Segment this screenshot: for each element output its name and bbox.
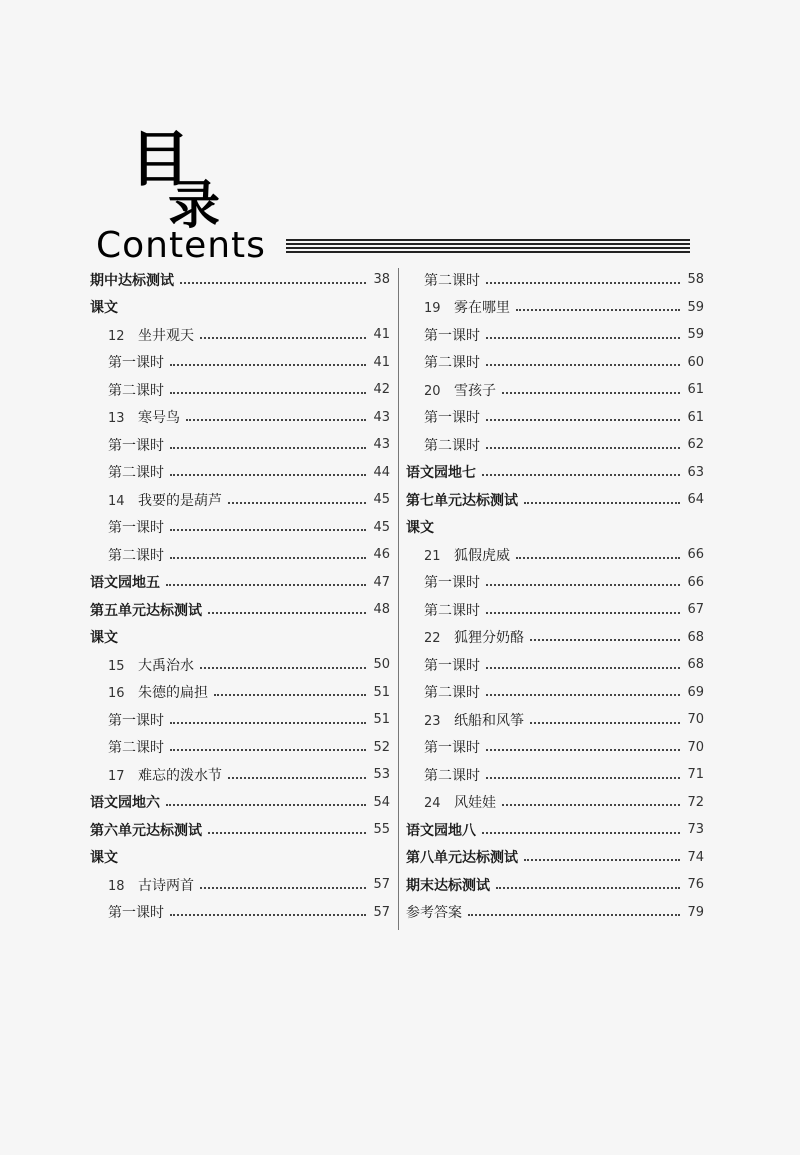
entry-title: 第八单元达标测试 (406, 850, 518, 867)
page-number: 50 (373, 657, 390, 673)
toc-entry[interactable] (406, 734, 704, 762)
toc-entry[interactable] (406, 816, 704, 844)
toc-entry[interactable] (406, 706, 704, 734)
dot-leader (170, 912, 366, 916)
dot-leader (486, 335, 680, 339)
toc-entry-label (424, 270, 480, 290)
dot-leader (486, 445, 680, 449)
page-number: 41 (373, 327, 390, 343)
toc-entry[interactable] (406, 321, 704, 349)
toc-entry[interactable] (406, 376, 704, 404)
toc-entry[interactable] (90, 844, 390, 872)
toc-entry[interactable] (90, 349, 390, 377)
toc-entry-label (108, 380, 164, 400)
page-number: 68 (687, 629, 704, 645)
toc-column-left (90, 266, 390, 926)
page-number: 71 (687, 767, 704, 783)
toc-entry-label (90, 572, 160, 592)
dot-leader (496, 885, 680, 889)
entry-title: 难忘的泼水节 (138, 767, 222, 784)
lesson-number: 20 (424, 383, 441, 399)
entry-title: 期中达标测试 (90, 272, 174, 289)
toc-entry[interactable] (406, 844, 704, 872)
lesson-number: 12 (108, 328, 125, 344)
toc-entry-label (108, 490, 222, 510)
toc-entry[interactable] (406, 651, 704, 679)
entry-title: 课文 (90, 630, 118, 647)
dot-leader (486, 417, 680, 421)
entry-title: 第二课时 (108, 382, 164, 399)
toc-entry-label (90, 792, 160, 812)
page-number: 43 (373, 409, 390, 425)
dot-leader (170, 527, 366, 531)
page-number: 73 (687, 822, 704, 838)
entry-title: 第二课时 (424, 355, 480, 372)
lesson-number: 13 (108, 411, 125, 427)
toc-entry-label (406, 902, 462, 922)
dot-leader (486, 362, 680, 366)
entry-title: 课文 (90, 850, 118, 867)
page-number: 45 (373, 492, 390, 508)
page-number: 59 (687, 327, 704, 343)
toc-entry[interactable] (406, 899, 704, 927)
toc-entry-label (406, 490, 518, 510)
title-english: Contents (96, 225, 266, 266)
toc-entry-label (424, 435, 480, 455)
toc-entry-label (406, 820, 476, 840)
dot-leader (170, 472, 366, 476)
toc-entry-label (424, 710, 524, 730)
page-number: 38 (373, 272, 390, 288)
toc-entry-label (424, 765, 480, 785)
toc-entry[interactable] (406, 294, 704, 322)
entry-title: 第一课时 (424, 410, 480, 427)
toc-entry-label (424, 572, 480, 592)
entry-title: 第二课时 (108, 740, 164, 757)
page-number: 74 (687, 849, 704, 865)
toc-entry[interactable] (90, 459, 390, 487)
page-number: 59 (687, 299, 704, 315)
toc-entry-label (406, 847, 518, 867)
toc-entry-label (424, 545, 510, 565)
dot-leader (530, 637, 680, 641)
entry-title: 第一课时 (108, 712, 164, 729)
toc-entry[interactable] (90, 569, 390, 597)
lesson-number: 15 (108, 658, 125, 674)
toc-entry-label (108, 875, 194, 895)
page-number: 42 (373, 382, 390, 398)
toc-entry-label (90, 270, 174, 290)
page-number: 43 (373, 437, 390, 453)
toc-entry-label (424, 352, 480, 372)
toc-entry[interactable] (90, 431, 390, 459)
toc-entry[interactable] (90, 651, 390, 679)
page-number: 70 (687, 712, 704, 728)
dot-leader (486, 747, 680, 751)
lesson-number: 22 (424, 631, 441, 647)
dot-leader (530, 720, 680, 724)
dot-leader (170, 555, 366, 559)
dot-leader (170, 747, 366, 751)
toc-entry-label (424, 627, 524, 647)
dot-leader (170, 445, 366, 449)
dot-leader (214, 692, 366, 696)
dot-leader (486, 610, 680, 614)
dot-leader (524, 500, 680, 504)
entry-title: 朱德的扁担 (138, 685, 208, 702)
title-rule-lines (286, 239, 690, 257)
toc-entry[interactable] (90, 376, 390, 404)
dot-leader (166, 802, 366, 806)
dot-leader (524, 857, 680, 861)
dot-leader (170, 720, 366, 724)
dot-leader (208, 830, 366, 834)
lesson-number: 21 (424, 548, 441, 564)
entry-title: 参考答案 (406, 905, 462, 922)
toc-entry-label (108, 545, 164, 565)
page-number: 72 (687, 794, 704, 810)
page-number: 60 (687, 354, 704, 370)
entry-title: 大禹治水 (138, 657, 194, 674)
toc-entry[interactable] (406, 266, 704, 294)
entry-title: 第七单元达标测试 (406, 492, 518, 509)
lesson-number: 24 (424, 796, 441, 812)
toc-entry[interactable] (406, 624, 704, 652)
toc-entry[interactable] (90, 624, 390, 652)
entry-title: 第二课时 (424, 437, 480, 454)
page-number: 46 (373, 547, 390, 563)
entry-title: 课文 (406, 520, 434, 537)
toc-entry[interactable] (90, 596, 390, 624)
dot-leader (482, 830, 680, 834)
page-number: 64 (687, 492, 704, 508)
entry-title: 语文园地五 (90, 575, 160, 592)
title-chinese-mu: 目 (130, 125, 190, 195)
page-number: 54 (373, 794, 390, 810)
entry-title: 纸船和风筝 (454, 712, 524, 729)
page-number: 70 (687, 739, 704, 755)
toc-entry-label (406, 462, 476, 482)
dot-leader (200, 665, 366, 669)
dot-leader (200, 335, 366, 339)
toc-entry[interactable] (90, 706, 390, 734)
toc-entry[interactable] (90, 321, 390, 349)
toc-entry-label (424, 792, 496, 812)
toc-entry[interactable] (90, 266, 390, 294)
toc-entry-label (108, 765, 222, 785)
entry-title: 第二课时 (424, 685, 480, 702)
entry-title: 风娃娃 (454, 795, 496, 812)
toc-entry-label (108, 902, 164, 922)
toc-entry[interactable] (90, 486, 390, 514)
dot-leader (186, 417, 366, 421)
toc-entry[interactable] (90, 514, 390, 542)
toc-entry-label (108, 737, 164, 757)
toc-entry-label (406, 517, 434, 537)
entry-title: 第五单元达标测试 (90, 602, 202, 619)
lesson-number: 23 (424, 713, 441, 729)
toc-entry[interactable] (90, 404, 390, 432)
toc-entry-label (108, 655, 194, 675)
toc-entry-label (90, 600, 202, 620)
page-number: 51 (373, 712, 390, 728)
page-number: 57 (373, 877, 390, 893)
page-number: 62 (687, 437, 704, 453)
lesson-number: 18 (108, 878, 125, 894)
page-number: 63 (687, 464, 704, 480)
lesson-number: 17 (108, 768, 125, 784)
page-number: 58 (687, 272, 704, 288)
page-number: 66 (687, 547, 704, 563)
toc-entry-label (424, 407, 480, 427)
entry-title: 寒号鸟 (138, 410, 180, 427)
dot-leader (486, 775, 680, 779)
entry-title: 第一课时 (108, 437, 164, 454)
page-number: 48 (373, 602, 390, 618)
toc-entry-label (424, 737, 480, 757)
toc-entry-label (90, 297, 118, 317)
toc-entry[interactable] (90, 789, 390, 817)
page-number: 67 (687, 602, 704, 618)
entry-title: 古诗两首 (138, 877, 194, 894)
dot-leader (228, 775, 366, 779)
entry-title: 狐狸分奶酪 (454, 630, 524, 647)
page-number: 41 (373, 354, 390, 370)
toc-entry[interactable] (406, 486, 704, 514)
toc-entry-label (424, 600, 480, 620)
toc-entry-label (424, 655, 480, 675)
toc-entry-label (90, 847, 118, 867)
dot-leader (482, 472, 680, 476)
toc-entry-label (90, 627, 118, 647)
dot-leader (502, 390, 680, 394)
toc-entry[interactable] (90, 541, 390, 569)
page-number: 79 (687, 904, 704, 920)
toc-column-right (406, 266, 704, 926)
dot-leader (486, 280, 680, 284)
toc-entry-label (108, 407, 180, 427)
page-number: 52 (373, 739, 390, 755)
dot-leader (486, 692, 680, 696)
toc-entry[interactable] (90, 816, 390, 844)
dot-leader (228, 500, 366, 504)
dot-leader (200, 885, 366, 889)
entry-title: 第一课时 (424, 575, 480, 592)
toc-entry[interactable] (406, 596, 704, 624)
entry-title: 第一课时 (108, 355, 164, 372)
toc-entry[interactable] (406, 789, 704, 817)
dot-leader (170, 390, 366, 394)
toc-entry[interactable] (90, 734, 390, 762)
toc-entry-label (108, 517, 164, 537)
entry-title: 狐假虎威 (454, 547, 510, 564)
page-number: 66 (687, 574, 704, 590)
toc-entry[interactable] (406, 459, 704, 487)
page-number: 69 (687, 684, 704, 700)
entry-title: 第一课时 (424, 327, 480, 344)
toc-entry[interactable] (406, 541, 704, 569)
lesson-number: 19 (424, 301, 441, 317)
entry-title: 第二课时 (424, 767, 480, 784)
entry-title: 第二课时 (108, 465, 164, 482)
dot-leader (166, 582, 366, 586)
dot-leader (468, 912, 680, 916)
toc-entry-label (108, 682, 208, 702)
title-chinese-lu: 录 (168, 176, 221, 236)
entry-title: 第一课时 (108, 520, 164, 537)
toc-entry-label (424, 682, 480, 702)
toc-entry[interactable] (406, 349, 704, 377)
page-number: 47 (373, 574, 390, 590)
page-number: 57 (373, 904, 390, 920)
entry-title: 语文园地六 (90, 795, 160, 812)
page-number: 68 (687, 657, 704, 673)
column-divider (398, 268, 399, 930)
toc-entry-label (108, 325, 194, 345)
entry-title: 期末达标测试 (406, 877, 490, 894)
toc-entry[interactable] (406, 404, 704, 432)
entry-title: 坐井观天 (138, 327, 194, 344)
toc-entry[interactable] (406, 569, 704, 597)
entry-title: 第二课时 (424, 272, 480, 289)
toc-entry[interactable] (406, 761, 704, 789)
entry-title: 雪孩子 (454, 382, 496, 399)
toc-entry[interactable] (90, 679, 390, 707)
toc-entry[interactable] (90, 899, 390, 927)
page-number: 61 (687, 409, 704, 425)
toc-entry[interactable] (406, 871, 704, 899)
toc-entry-label (108, 462, 164, 482)
toc-entry[interactable] (90, 871, 390, 899)
dot-leader (516, 555, 680, 559)
page-number: 61 (687, 382, 704, 398)
entry-title: 雾在哪里 (454, 300, 510, 317)
entry-title: 第一课时 (424, 657, 480, 674)
toc-entry[interactable] (406, 431, 704, 459)
toc-entry-label (108, 435, 164, 455)
toc-entry-label (90, 820, 202, 840)
toc-entry-label (108, 352, 164, 372)
toc-entry[interactable] (90, 761, 390, 789)
page-number: 51 (373, 684, 390, 700)
lesson-number: 16 (108, 686, 125, 702)
toc-entry-label (108, 710, 164, 730)
page-number: 45 (373, 519, 390, 535)
toc-entry-label (424, 380, 496, 400)
page-number: 44 (373, 464, 390, 480)
dot-leader (486, 665, 680, 669)
dot-leader (180, 280, 366, 284)
dot-leader (170, 362, 366, 366)
entry-title: 第一课时 (424, 740, 480, 757)
entry-title: 课文 (90, 300, 118, 317)
dot-leader (208, 610, 366, 614)
dot-leader (516, 307, 680, 311)
toc-entry-label (424, 325, 480, 345)
page-number: 76 (687, 877, 704, 893)
entry-title: 第一课时 (108, 905, 164, 922)
entry-title: 第二课时 (108, 547, 164, 564)
entry-title: 我要的是葫芦 (138, 492, 222, 509)
entry-title: 第六单元达标测试 (90, 822, 202, 839)
entry-title: 第二课时 (424, 602, 480, 619)
toc-entry-label (424, 297, 510, 317)
page-number: 55 (373, 822, 390, 838)
dot-leader (486, 582, 680, 586)
entry-title: 语文园地八 (406, 822, 476, 839)
lesson-number: 14 (108, 493, 125, 509)
dot-leader (502, 802, 680, 806)
toc-entry-label (406, 875, 490, 895)
page-number: 53 (373, 767, 390, 783)
toc-entry[interactable] (406, 514, 704, 542)
entry-title: 语文园地七 (406, 465, 476, 482)
toc-entry[interactable] (90, 294, 390, 322)
toc-entry[interactable] (406, 679, 704, 707)
